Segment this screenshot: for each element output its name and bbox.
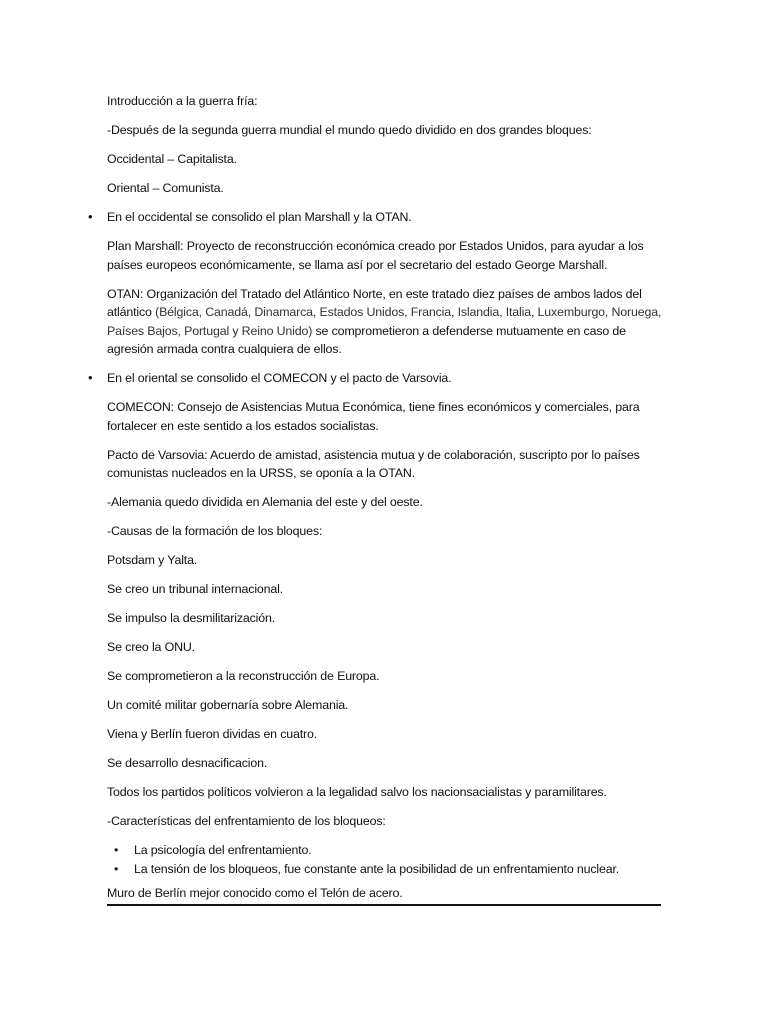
caracteristicas-list <box>107 841 668 878</box>
causa-item: Todos los partidos políticos volvieron a la legalidad salvo los nacionsacialistas y paramilitares. <box>107 785 607 799</box>
paragraph-blocks: -Después de la segunda guerra mundial el mundo quedo dividido en dos grandes bloques: <box>107 123 592 137</box>
paragraph-muro-berlin: Muro de Berlín mejor conocido como el Telón de acero. <box>107 884 661 906</box>
causa-item: Viena y Berlín fueron dividas en cuatro. <box>107 727 318 741</box>
paragraph-comecon: COMECON: Consejo de Asistencias Mutua Económica, tiene fines económicos y comerciales, para fortalecer en este sentido a los estados socialistas. <box>107 400 640 433</box>
paragraph-occidental: Occidental – Capitalista. <box>107 152 237 166</box>
caracteristica-item: • La psicología del enfrentamiento. <box>134 841 668 860</box>
document-title: Introducción a la guerra fría: <box>107 94 258 108</box>
causa-item: Se desarrollo desnacificacion. <box>107 756 268 770</box>
causa-item: Se comprometieron a la reconstrucción de Europa. <box>107 669 380 683</box>
causa-item: Se impulso la desmilitarización. <box>107 611 276 625</box>
caracteristicas-title: -Características del enfrentamiento de los bloqueos: <box>107 814 386 828</box>
causa-item: Un comité militar gobernaría sobre Alemania. <box>107 698 349 712</box>
causa-item: Se creo un tribunal internacional. <box>107 582 284 596</box>
causa-item: Potsdam y Yalta. <box>107 553 198 567</box>
paragraph-otan <box>107 285 668 359</box>
caracteristica-item: • La tensión de los bloqueos, fue constante ante la posibilidad de un enfrentamiento nuclear. <box>134 860 668 879</box>
causa-item: Se creo la ONU. <box>107 640 195 654</box>
paragraph-alemania: -Alemania quedo dividida en Alemania del este y del oeste. <box>107 495 423 509</box>
paragraph-pacto-varsovia: Pacto de Varsovia: Acuerdo de amistad, asistencia mutua y de colaboración, suscripto por lo países comunistas nucleados en la URSS, se oponía a la OTAN. <box>107 447 640 480</box>
paragraph-plan-marshall: Plan Marshall: Proyecto de reconstrucción económica creado por Estados Unidos, para ayudar a los países europeos económicamente, se llama así por el secretario del estado George Marshall. <box>107 239 644 272</box>
bullet-occidental: • En el occidental se consolido el plan Marshall y la OTAN. <box>107 208 668 227</box>
bullet-oriental: • En el oriental se consolido el COMECON y el pacto de Varsovia. <box>107 369 668 388</box>
causas-title: -Causas de la formación de los bloques: <box>107 524 323 538</box>
otan-text-end: se comprometieron a defenderse mutuamente en caso de agresión armada contra cualquiera de ellos. <box>107 323 626 356</box>
otan-countries: (Bélgica, Canadá, Dinamarca, Estados Unidos, Francia, Islandia, Italia, Luxemburgo, Noruega, Países Bajos, Portugal y Reino Unido) <box>107 305 662 338</box>
otan-text-start: OTAN: Organización del Tratado del Atlántico Norte, en este tratado diez países de ambos lados del atlántico <box>107 286 642 319</box>
paragraph-oriental: Oriental – Comunista. <box>107 181 224 195</box>
